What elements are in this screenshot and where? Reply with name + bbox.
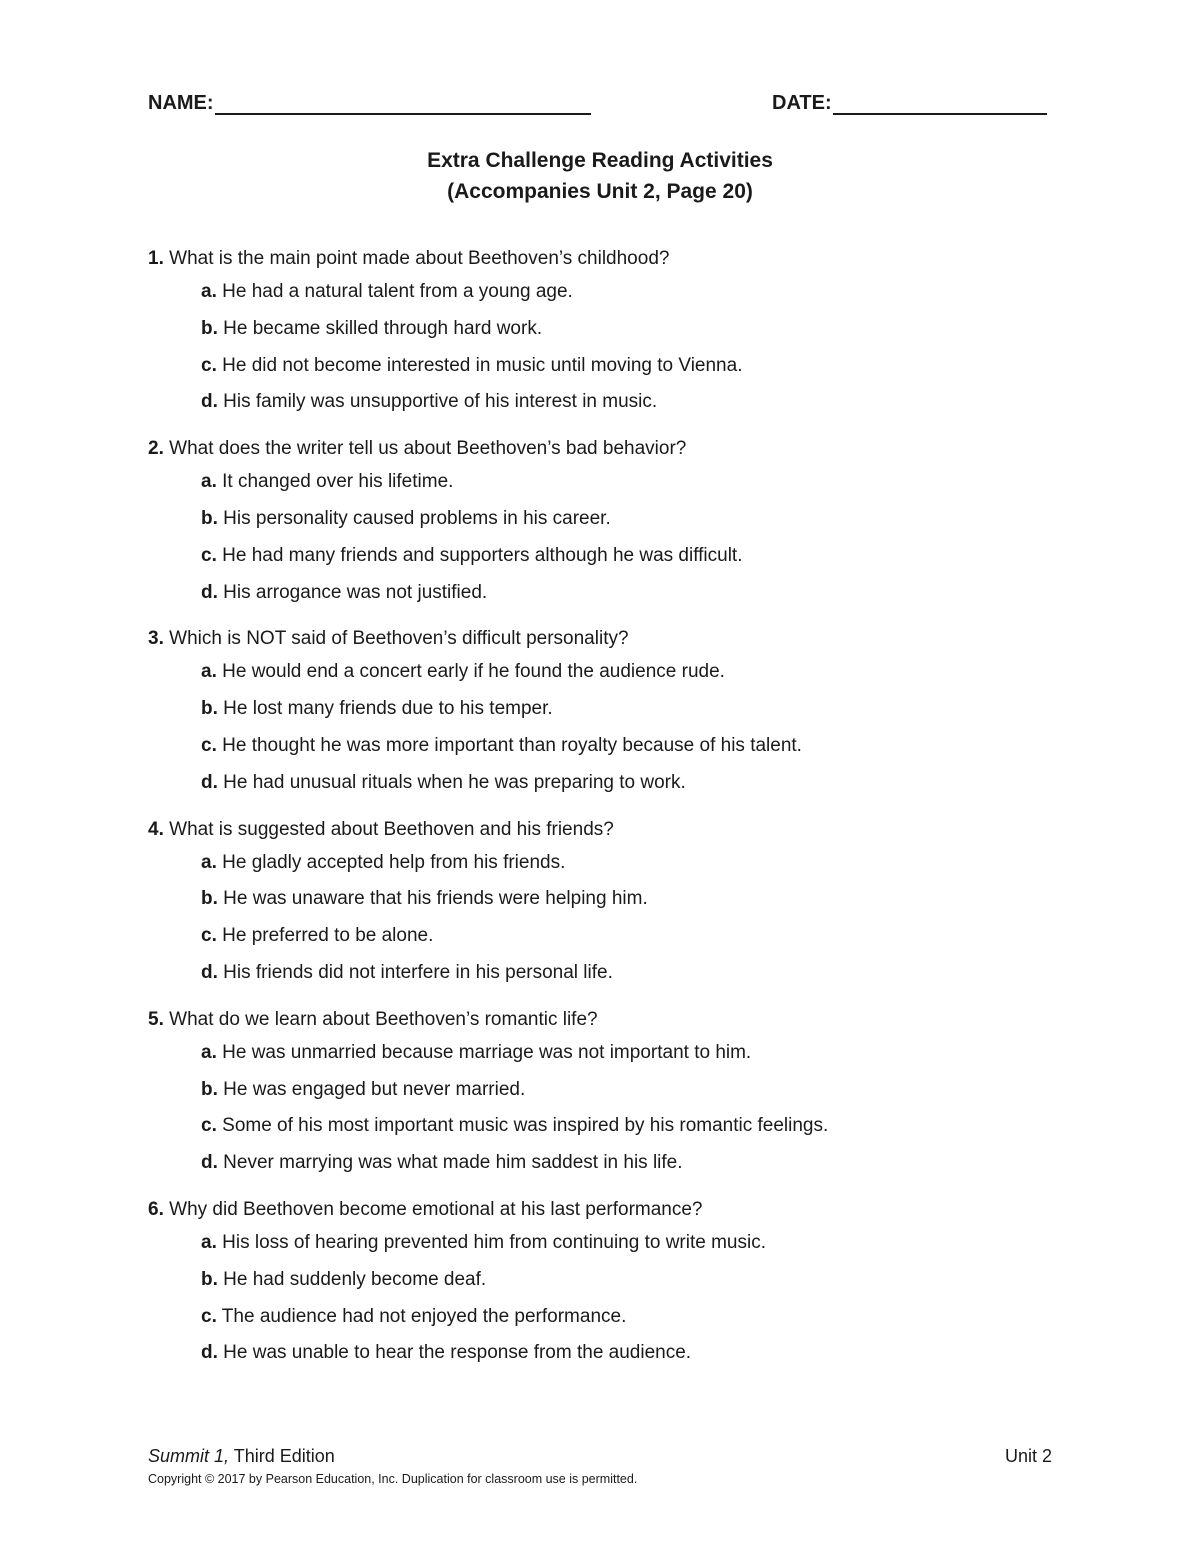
answer-option — [148, 955, 1068, 992]
date-label: DATE: — [772, 92, 832, 114]
option-letter: a. — [201, 471, 217, 493]
question-2 — [148, 434, 1068, 611]
option-text: He was unaware that his friends were helping him. — [223, 888, 648, 910]
option-letter: a. — [201, 1231, 217, 1253]
footer-book-info — [148, 1446, 335, 1467]
answer-option — [148, 1225, 1068, 1262]
answer-option — [148, 845, 1068, 882]
option-text: He had suddenly become deaf. — [223, 1268, 487, 1290]
question-text: What does the writer tell us about Beethoven’s bad behavior? — [169, 438, 687, 460]
question-number: 6. — [148, 1198, 164, 1220]
option-text: His personality caused problems in his career. — [223, 507, 611, 529]
option-text: He preferred to be alone. — [222, 925, 434, 947]
option-text: He was unmarried because marriage was not important to him. — [222, 1041, 752, 1063]
option-text: His friends did not interfere in his personal life. — [223, 961, 613, 983]
footer-edition: Third Edition — [229, 1446, 335, 1466]
answer-option — [148, 575, 1068, 612]
answer-option — [148, 1145, 1068, 1182]
option-text: Never marrying was what made him saddest in his life. — [223, 1152, 683, 1174]
answer-option — [148, 691, 1068, 728]
answer-option — [148, 348, 1068, 385]
answer-option — [148, 1299, 1068, 1336]
option-text: He lost many friends due to his temper. — [223, 698, 553, 720]
answer-option — [148, 765, 1068, 802]
answer-option — [148, 654, 1068, 691]
option-text: His loss of hearing prevented him from continuing to write music. — [222, 1231, 766, 1253]
option-text: He was unable to hear the response from the audience. — [223, 1342, 692, 1364]
answer-option — [148, 274, 1068, 311]
option-letter: c. — [201, 1115, 217, 1137]
option-text: He gladly accepted help from his friends. — [222, 851, 566, 873]
question-number: 4. — [148, 818, 164, 840]
answer-option — [148, 1035, 1068, 1072]
answer-option — [148, 384, 1068, 421]
option-text: He was engaged but never married. — [223, 1078, 526, 1100]
option-letter: b. — [201, 1268, 218, 1290]
answer-option — [148, 464, 1068, 501]
name-blank-line — [215, 93, 591, 115]
option-letter: d. — [201, 1152, 218, 1174]
option-letter: d. — [201, 581, 218, 603]
option-text: He had unusual rituals when he was preparing to work. — [223, 771, 686, 793]
question-text: What do we learn about Beethoven’s romantic life? — [169, 1008, 598, 1030]
question-stem — [148, 1195, 1068, 1225]
answer-option — [148, 1108, 1068, 1145]
option-text: His arrogance was not justified. — [223, 581, 488, 603]
option-letter: d. — [201, 1342, 218, 1364]
answer-option — [148, 1262, 1068, 1299]
option-letter: a. — [201, 661, 217, 683]
option-letter: a. — [201, 281, 217, 302]
question-number: 3. — [148, 628, 164, 650]
question-text: Which is NOT said of Beethoven’s difficult personality? — [169, 628, 629, 650]
answer-option — [148, 501, 1068, 538]
option-letter: d. — [201, 391, 218, 413]
question-number: 1. — [148, 248, 164, 269]
option-letter: c. — [201, 734, 217, 756]
question-stem — [148, 244, 1068, 274]
name-label: NAME: — [148, 92, 214, 114]
answer-option — [148, 918, 1068, 955]
option-text: It changed over his lifetime. — [222, 471, 454, 493]
question-text: What is suggested about Beethoven and his friends? — [169, 818, 614, 840]
question-5 — [148, 1005, 1068, 1182]
option-text: He thought he was more important than royalty because of his talent. — [222, 734, 802, 756]
option-letter: d. — [201, 961, 218, 983]
title-line-2: (Accompanies Unit 2, Page 20) — [447, 180, 753, 203]
date-field — [772, 92, 1047, 115]
question-text: What is the main point made about Beethoven’s childhood? — [169, 248, 670, 269]
option-letter: d. — [201, 771, 218, 793]
answer-option — [148, 538, 1068, 575]
option-letter: a. — [201, 1041, 217, 1063]
question-stem — [148, 815, 1068, 845]
option-text: He did not become interested in music until moving to Vienna. — [222, 354, 743, 376]
question-6 — [148, 1195, 1068, 1372]
option-letter: c. — [201, 925, 217, 947]
answer-option — [148, 728, 1068, 765]
option-letter: b. — [201, 1078, 218, 1100]
question-1 — [148, 244, 1068, 421]
question-number: 5. — [148, 1008, 164, 1030]
footer-book-title: Summit 1, — [148, 1446, 230, 1466]
option-letter: b. — [201, 317, 218, 339]
footer-unit: Unit 2 — [1004, 1446, 1052, 1466]
option-text: His family was unsupportive of his interest in music. — [223, 391, 658, 413]
question-3 — [148, 624, 1068, 801]
name-field — [148, 92, 591, 115]
question-number: 2. — [148, 438, 164, 460]
option-text: He had many friends and supporters although he was difficult. — [222, 544, 743, 566]
header-fields — [148, 92, 1052, 124]
question-text: Why did Beethoven become emotional at his last performance? — [169, 1198, 703, 1220]
page-title — [0, 145, 1200, 207]
option-letter: a. — [201, 851, 217, 873]
date-blank-line — [833, 93, 1047, 115]
answer-option — [148, 311, 1068, 348]
option-text: He became skilled through hard work. — [223, 317, 543, 339]
option-text: He would end a concert early if he found the audience rude. — [222, 661, 725, 683]
option-text: The audience had not enjoyed the performance. — [221, 1305, 627, 1327]
answer-option — [148, 881, 1068, 918]
title-line-1: Extra Challenge Reading Activities — [427, 149, 773, 172]
question-stem — [148, 434, 1068, 464]
copyright-notice: Copyright © 2017 by Pearson Education, Inc. Duplication for classroom use is permitted. — [148, 1472, 638, 1486]
question-4 — [148, 815, 1068, 992]
answer-option — [148, 1335, 1068, 1372]
option-letter: b. — [201, 507, 218, 529]
question-list — [148, 244, 1068, 1385]
option-text: Some of his most important music was inspired by his romantic feelings. — [222, 1115, 829, 1137]
question-stem — [148, 624, 1068, 654]
question-stem — [148, 1005, 1068, 1035]
answer-option — [148, 1072, 1068, 1109]
option-letter: c. — [201, 544, 217, 566]
option-letter: b. — [201, 888, 218, 910]
option-letter: b. — [201, 698, 218, 720]
option-text: He had a natural talent from a young age. — [222, 281, 573, 302]
option-letter: c. — [201, 1305, 217, 1327]
option-letter: c. — [201, 354, 217, 376]
